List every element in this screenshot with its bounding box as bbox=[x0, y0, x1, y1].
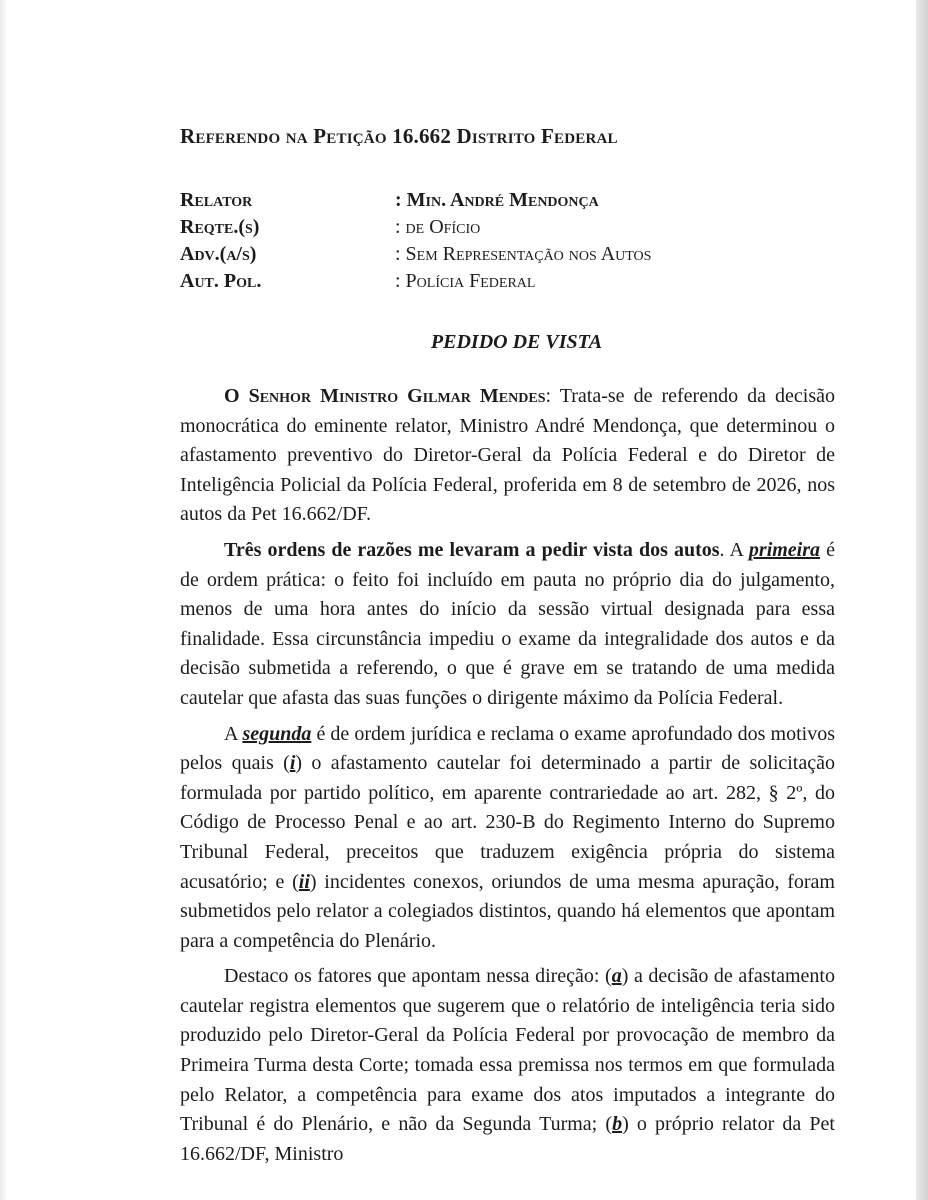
paragraph-2 bbox=[180, 536, 835, 714]
paragraph-text: ) o afastamento cautelar foi determinado a partir de solicitação formulada por partido político, em aparente contrariedade ao art. 282, § 2º, do Código de Processo Penal e ao art. 230-B do Regimento Interno do Supremo Tribunal Federal, preceitos que traduzem exigência própria do sistema acusatório; e ( bbox=[180, 752, 835, 893]
paragraph-text: ) incidentes conexos, oriundos de uma mesma apuração, foram submetidos pelo relator a colegiados distintos, quando há elementos que apontam para a competência do Plenário. bbox=[180, 870, 835, 952]
paragraph-text: . A bbox=[719, 538, 749, 561]
document-page bbox=[180, 124, 835, 1175]
item-marker-b: b bbox=[612, 1113, 623, 1136]
paragraph-1 bbox=[180, 382, 835, 530]
speaker-name: O Senhor Ministro Gilmar Mendes bbox=[224, 385, 546, 407]
item-marker-ii: ii bbox=[298, 870, 310, 893]
paragraph-text: é de ordem prática: o feito foi incluído em pauta no próprio dia do julgamento, menos de uma hora antes do início da sessão virtual designada para essa finalidade. Essa circunstância impediu o exame da integralidade dos autos e da decisão submetida a referendo, o que é grave em se tratando de uma medida cautelar que afasta das suas funções o dirigente máximo da Polícia Federal. bbox=[180, 538, 835, 709]
page-edge-right bbox=[916, 0, 928, 1200]
party-value: : de Ofício bbox=[395, 216, 481, 238]
paragraph-text: é de ordem jurídica e reclama o exame aprofundado dos motivos pelos quais ( bbox=[180, 722, 835, 775]
emphasis-segunda: segunda bbox=[242, 722, 312, 745]
party-row-autoridade-policial bbox=[180, 268, 835, 295]
paragraph-text: : Trata-se de referendo da decisão monocrática do eminente relator, Ministro André Mendonça, que determinou o afastamento preventivo do Diretor-Geral da Polícia Federal e do Diretor de Inteligência Policial da Polícia Federal, proferida em 8 de setembro de 2026, nos autos da Pet 16.662/DF. bbox=[180, 385, 835, 526]
paragraph-3 bbox=[180, 720, 835, 957]
item-marker-a: a bbox=[611, 965, 622, 988]
party-row-requerente bbox=[180, 214, 835, 241]
party-value: : Sem Representação nos Autos bbox=[395, 243, 652, 265]
item-marker-i: i bbox=[289, 752, 296, 775]
paragraph-text: Destaco os fatores que apontam nessa direção: ( bbox=[224, 965, 612, 988]
parties-block bbox=[180, 187, 835, 295]
party-label: Aut. Pol. bbox=[180, 270, 262, 292]
paragraph-4 bbox=[180, 962, 835, 1169]
paragraph-text: ) a decisão de afastamento cautelar registra elementos que sugerem que o relatório de inteligência teria sido produzido pelo Diretor-Geral da Polícia Federal por provocação de membro da Primeira Turma desta Corte; tomada essa premissa nos termos em que formulada pelo Relator, a competência para exame dos atos imputados a integrante do Tribunal é do Plenário, e não da Segunda Turma; ( bbox=[180, 965, 835, 1136]
party-row-advogado bbox=[180, 241, 835, 268]
paragraph-text: ) o próprio relator da Pet 16.662/DF, Ministro bbox=[180, 1113, 835, 1165]
document-title: Referendo na Petição 16.662 Distrito Federal bbox=[180, 124, 618, 148]
party-value: : Min. André Mendonça bbox=[395, 189, 599, 211]
paragraph-lead: Três ordens de razões me levaram a pedir vista dos autos bbox=[224, 538, 720, 561]
party-label: Adv.(a/s) bbox=[180, 243, 257, 265]
party-label: Reqte.(s) bbox=[180, 216, 260, 238]
emphasis-primeira: primeira bbox=[748, 538, 821, 561]
party-label: Relator bbox=[180, 189, 253, 211]
paragraph-text: A bbox=[224, 722, 243, 745]
party-row-relator bbox=[180, 187, 835, 214]
section-heading: PEDIDO DE VISTA bbox=[430, 331, 603, 353]
party-value: : Polícia Federal bbox=[395, 270, 536, 292]
page-edge-left bbox=[0, 0, 6, 1200]
